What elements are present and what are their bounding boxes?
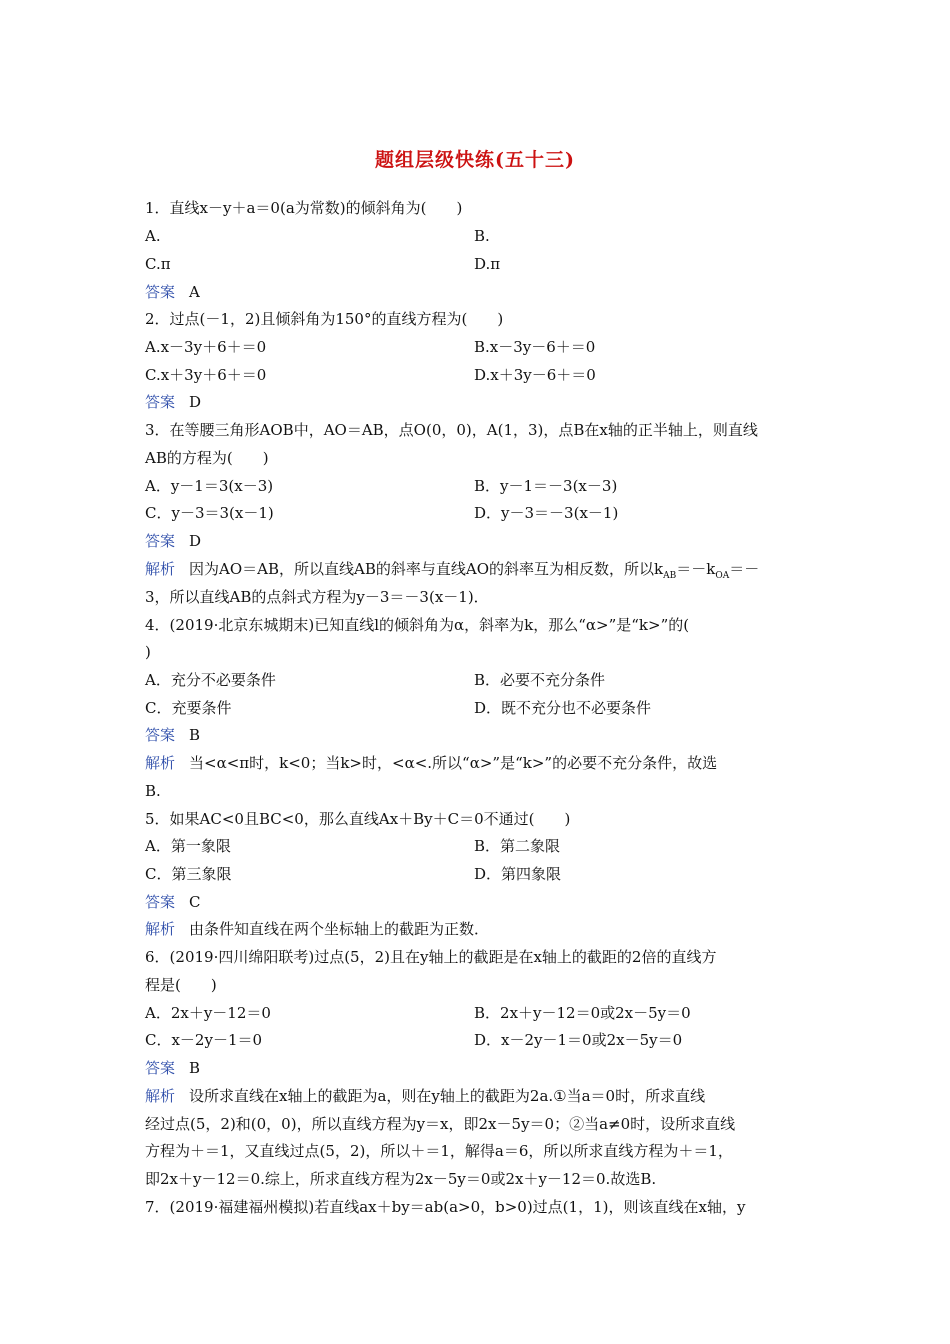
q1-option-d: D.π — [474, 255, 501, 273]
q5-analysis-text: 由条件知直线在两个坐标轴上的截距为正数． — [189, 920, 490, 938]
q4-option-d: D．既不充分也不必要条件 — [474, 699, 652, 717]
q5-option-c: C．第三象限 — [145, 865, 232, 883]
q2-option-a: A.x－3y＋6＋＝0 — [145, 338, 267, 356]
q6-analysis-line-2: 经过点(5，2)和(0，0)，所以直线方程为y＝x，即2x－5y＝0；②当a≠0时，设所求直线 — [145, 1115, 736, 1133]
q4-stem-line-2: ) — [145, 643, 151, 661]
q3-analysis-line-1 — [145, 558, 810, 580]
q2-answer: D — [189, 393, 202, 411]
q4-analysis-line-2: B. — [145, 782, 161, 800]
q6-analysis-line-1 — [145, 1085, 810, 1107]
analysis-label: 解析 — [145, 560, 176, 578]
q5-option-a: A．第一象限 — [145, 837, 231, 855]
q6-stem-line-1: 6．(2019·四川绵阳联考)过点(5，2)且在y轴上的截距是在x轴上的截距的2倍的直线方 — [145, 948, 717, 966]
q5-analysis-line — [145, 918, 810, 940]
q6-answer: B — [189, 1059, 201, 1077]
q2-stem: 2．过点(－1，2)且倾斜角为150°的直线方程为( ) — [145, 310, 504, 328]
q1-option-b: B. — [474, 227, 490, 245]
q2-option-b: B.x－3y－6＋＝0 — [474, 338, 596, 356]
q5-answer-row — [145, 891, 810, 913]
q1-answer-row — [145, 281, 810, 303]
q3-answer-row — [145, 530, 810, 552]
answer-label: 答案 — [145, 283, 176, 301]
q4-answer: B — [189, 726, 201, 744]
q3-analysis-text-c: ＝－ — [729, 560, 760, 578]
q5-stem: 5．如果AC<0且BC<0，那么直线Ax＋By＋C＝0不通过( ) — [145, 810, 571, 828]
q2-option-d: D.x＋3y－6＋＝0 — [474, 366, 596, 384]
q6-analysis-text: 设所求直线在x轴上的截距为a，则在y轴上的截距为2a.①当a＝0时，所求直线 — [189, 1087, 706, 1105]
q6-analysis-line-4: 即2x＋y－12＝0.综上，所求直线方程为2x－5y＝0或2x＋y－12＝0.故选B. — [145, 1170, 657, 1188]
q5-option-d: D．第四象限 — [474, 865, 562, 883]
q5-answer: C — [189, 893, 201, 911]
q1-stem: 1．直线x－y＋a＝0(a为常数)的倾斜角为( ) — [145, 199, 463, 217]
q1-option-c: C.π — [145, 255, 171, 273]
q2-answer-row — [145, 391, 810, 413]
analysis-label: 解析 — [145, 920, 176, 938]
q3-option-a: A．y－1＝3(x－3) — [145, 477, 274, 495]
q1-answer: A — [189, 283, 200, 301]
q3-analysis-line-2: 3，所以直线AB的点斜式方程为y－3＝－3(x－1)． — [145, 588, 489, 606]
subscript-oa: OA — [715, 571, 730, 581]
q1-option-a: A. — [145, 227, 161, 245]
answer-label: 答案 — [145, 1059, 176, 1077]
page-title: 题组层级快练(五十三) — [375, 149, 575, 171]
q7-stem-line-1: 7．(2019·福建福州模拟)若直线ax＋by＝ab(a>0，b>0)过点(1，1)，则该直线在x轴，y — [145, 1198, 746, 1216]
q3-analysis-text-a: 因为AO＝AB，所以直线AB的斜率与直线AO的斜率互为相反数，所以k — [189, 560, 664, 578]
analysis-label: 解析 — [145, 754, 176, 772]
q6-answer-row — [145, 1057, 810, 1079]
q3-stem-line-2: AB的方程为( ) — [145, 449, 269, 467]
answer-label: 答案 — [145, 393, 176, 411]
q6-analysis-line-3: 方程为＋＝1，又直线过点(5，2)，所以＋＝1，解得a＝6，所以所求直线方程为＋＝1， — [145, 1142, 733, 1160]
q5-option-b: B．第二象限 — [474, 837, 561, 855]
q6-option-d: D．x－2y－1＝0或2x－5y＝0 — [474, 1031, 683, 1049]
q2-option-c: C.x＋3y＋6＋＝0 — [145, 366, 267, 384]
q6-option-b: B．2x＋y－12＝0或2x－5y＝0 — [474, 1004, 691, 1022]
q6-option-c: C．x－2y－1＝0 — [145, 1031, 263, 1049]
q3-option-c: C．y－3＝3(x－1) — [145, 504, 274, 522]
q3-option-d: D．y－3＝－3(x－1) — [474, 504, 619, 522]
answer-label: 答案 — [145, 726, 176, 744]
q3-option-b: B．y－1＝－3(x－3) — [474, 477, 618, 495]
q4-answer-row — [145, 724, 810, 746]
q3-stem-line-1: 3．在等腰三角形AOB中，AO＝AB，点O(0，0)，A(1，3)，点B在x轴的正半轴上，则直线 — [145, 421, 758, 439]
q4-analysis-line-1 — [145, 752, 810, 774]
answer-label: 答案 — [145, 893, 176, 911]
q4-option-c: C．充要条件 — [145, 699, 232, 717]
q4-stem-line-1: 4．(2019·北京东城期末)已知直线l的倾斜角为α，斜率为k，那么“α>”是“k>”的( — [145, 616, 690, 634]
analysis-label: 解析 — [145, 1087, 176, 1105]
q4-option-b: B．必要不充分条件 — [474, 671, 606, 689]
q3-analysis-text-b: ＝－k — [676, 560, 716, 578]
q4-option-a: A．充分不必要条件 — [145, 671, 276, 689]
answer-label: 答案 — [145, 532, 176, 550]
q4-analysis-text: 当<α<π时，k<0；当k>时，<α<.所以“α>”是“k>”的必要不充分条件，故选 — [189, 754, 718, 772]
q6-stem-line-2: 程是( ) — [145, 976, 217, 994]
q6-option-a: A．2x＋y－12＝0 — [145, 1004, 271, 1022]
subscript-ab: AB — [663, 571, 677, 581]
q3-answer: D — [189, 532, 202, 550]
